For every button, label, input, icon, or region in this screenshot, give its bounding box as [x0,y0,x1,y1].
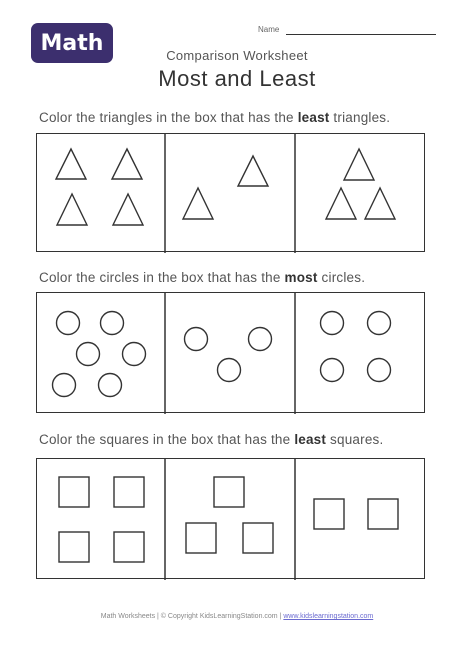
circle-shape [321,359,344,382]
instruction-text: Color the triangles in the box that has the [39,110,298,125]
circle-shape [249,328,272,351]
footer [0,613,474,620]
circle-shape [218,359,241,382]
triangles-box [36,133,425,252]
squares-box [36,458,425,579]
worksheet-title: Most and Least [158,66,316,91]
square-shape [314,499,344,529]
circle-shape [57,312,80,335]
circle-shape [53,374,76,397]
worksheet-subtitle: Comparison Worksheet [166,48,308,63]
triangle-shape [326,188,356,219]
footer-link[interactable]: www.kidslearningstation.com [283,613,374,620]
circles-box [36,292,425,413]
square-shape [186,523,216,553]
triangle-shape [112,149,142,179]
triangles-svg [37,134,426,253]
square-shape [368,499,398,529]
circle-shape [101,312,124,335]
square-shape [214,477,244,507]
circle-shape [368,359,391,382]
instruction-text: squares. [326,432,384,447]
name-label: Name [258,25,280,34]
instruction-squares [39,432,383,447]
circle-shape [368,312,391,335]
instruction-circles [39,270,365,285]
squares-svg [37,459,426,580]
math-badge: Math [31,23,113,63]
circle-shape [185,328,208,351]
instruction-emphasis: most [284,270,318,285]
triangle-shape [57,194,87,225]
circle-shape [321,312,344,335]
instruction-emphasis: least [294,432,327,447]
circle-shape [123,343,146,366]
circle-shape [77,343,100,366]
instruction-triangles [39,110,390,125]
instruction-text: circles. [317,270,366,285]
square-shape [114,532,144,562]
triangle-shape [344,149,374,180]
square-shape [59,532,89,562]
triangle-shape [238,156,268,186]
square-shape [243,523,273,553]
triangle-shape [113,194,143,225]
circle-shape [99,374,122,397]
instruction-text: Color the squares in the box that has the [39,432,295,447]
circles-svg [37,293,426,414]
name-line [286,34,436,35]
instruction-text: Color the circles in the box that has the [39,270,285,285]
square-shape [114,477,144,507]
triangle-shape [183,188,213,219]
instruction-text: triangles. [329,110,391,125]
triangle-shape [56,149,86,179]
triangle-shape [365,188,395,219]
footer-copyright: Math Worksheets | © Copyright KidsLearningStation.com | [100,613,284,620]
instruction-emphasis: least [297,110,330,125]
square-shape [59,477,89,507]
